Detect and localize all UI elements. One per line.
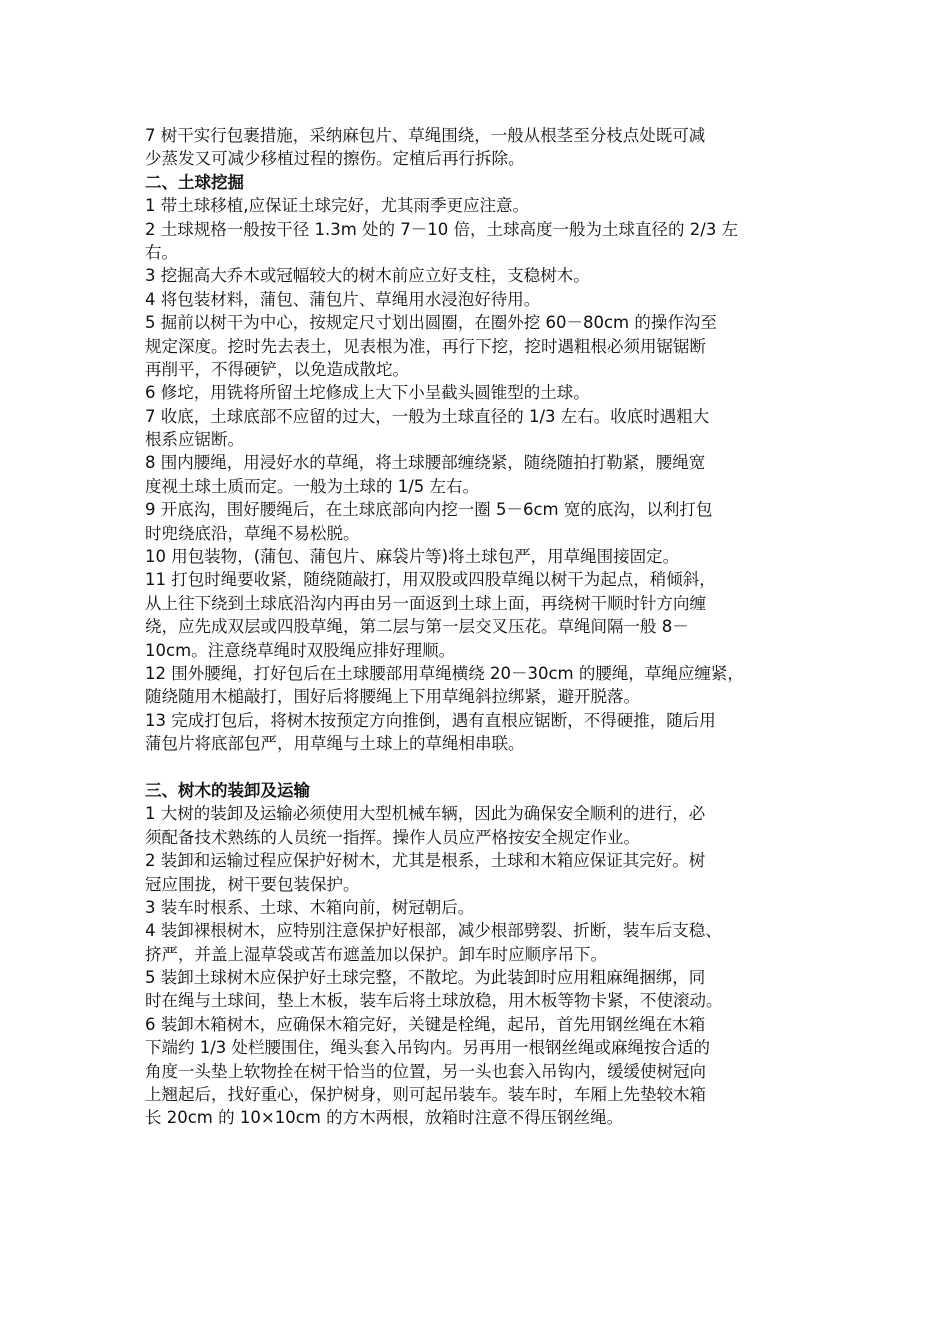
paragraph-line: 下端约 1/3 处栏腰围住，绳头套入吊钩内。另再用一根钢丝绳或麻绳按合适的	[145, 1038, 711, 1058]
paragraph-line: 时兜绕底沿，草绳不易松脱。	[145, 523, 360, 543]
paragraph-line: 度视土球土质而定。一般为土球的 1/5 左右。	[145, 476, 480, 496]
paragraph-line: 1 大树的装卸及运输必须使用大型机械车辆，因此为确保安全顺利的进行，必	[145, 804, 706, 824]
paragraph-line: 4 将包装材料，蒲包、蒲包片、草绳用水浸泡好待用。	[145, 289, 541, 309]
paragraph-line: 6 装卸木箱树木，应确保木箱完好，关键是栓绳，起吊，首先用钢丝绳在木箱	[145, 1014, 706, 1034]
section-heading-soil-ball-digging: 二、土球挖掘	[145, 172, 244, 192]
blank-line	[145, 756, 815, 779]
paragraph-line: 8 围内腰绳，用浸好水的草绳，将土球腰部缠绕紧，随绕随拍打勒紧，腰绳宽	[145, 453, 706, 473]
paragraph-line: 从上往下绕到土球底沿沟内再由另一面返到土球上面，再绕树干顺时针方向缠	[145, 593, 706, 613]
paragraph-line: 冠应围拢，树干要包装保护。	[145, 874, 360, 894]
paragraph-line: 10cm。注意绕草绳时双股绳应排好理顺。	[145, 640, 456, 660]
paragraph-line: 2 装卸和运输过程应保护好树木，尤其是根系，土球和木箱应保证其完好。树	[145, 851, 706, 871]
paragraph-line: 10 用包装物，(蒲包、蒲包片、麻袋片等)将土球包严，用草绳围接固定。	[145, 547, 680, 567]
paragraph-line: 时在绳与土球间，垫上木板，装车后将土球放稳，用木板等物卡紧，不使滚动。	[145, 991, 723, 1011]
paragraph-line: 长 20cm 的 10×10cm 的方木两根，放箱时注意不得压钢丝绳。	[145, 1108, 624, 1128]
paragraph-line: 根系应锯断。	[145, 430, 244, 450]
paragraph-line: 角度一头垫上软物拴在树干恰当的位置，另一头也套入吊钩内，缓缓使树冠向	[145, 1061, 706, 1081]
paragraph-line: 须配备技术熟练的人员统一指挥。操作人员应严格按安全规定作业。	[145, 827, 640, 847]
paragraph-line: 3 挖掘高大乔木或冠幅较大的树木前应立好支柱，支稳树木。	[145, 266, 590, 286]
paragraph-line: 挤严，并盖上湿草袋或苫布遮盖加以保护。卸车时应顺序吊下。	[145, 944, 607, 964]
paragraph-line: 4 装卸裸根树木，应特别注意保护好根部，减少根部劈裂、折断，装车后支稳、	[145, 921, 722, 941]
paragraph-line: 9 开底沟，围好腰绳后，在土球底部向内挖一圈 5－6cm 宽的底沟，以利打包	[145, 500, 713, 520]
paragraph-line: 7 收底，土球底部不应留的过大，一般为土球直径的 1/3 左右。收底时遇粗大	[145, 406, 710, 426]
paragraph-line: 3 装车时根系、土球、木箱向前，树冠朝后。	[145, 897, 475, 917]
paragraph-line: 随绕随用木槌敲打，围好后将腰绳上下用草绳斜拉绑紧，避开脱落。	[145, 687, 640, 707]
paragraph-line: 5 掘前以树干为中心，按规定尺寸划出圆圈，在圈外挖 60－80cm 的操作沟至	[145, 313, 717, 333]
section-heading-loading-and-transport: 三、树木的装卸及运输	[145, 780, 310, 800]
paragraph-line: 少蒸发又可减少移植过程的擦伤。定植后再行拆除。	[145, 149, 525, 169]
paragraph-line: 12 围外腰绳，打好包后在土球腰部用草绳横绕 20－30cm 的腰绳，草绳应缠紧，	[145, 663, 744, 683]
paragraph-line: 规定深度。挖时先去表土，见表根为准，再行下挖，挖时遇粗根必须用锯锯断	[145, 336, 706, 356]
paragraph-line: 右。	[145, 242, 178, 262]
paragraph-line: 1 带土球移植,应保证土球完好，尤其雨季更应注意。	[145, 196, 529, 216]
paragraph-line: 11 打包时绳要收紧，随绕随敲打，用双股或四股草绳以树干为起点，稍倾斜，	[145, 570, 716, 590]
paragraph-line: 蒲包片将底部包严，用草绳与土球上的草绳相串联。	[145, 734, 525, 754]
paragraph-line: 13 完成打包后，将树木按预定方向推倒，遇有直根应锯断，不得硬推，随后用	[145, 710, 716, 730]
paragraph-line: 2 土球规格一般按干径 1.3m 处的 7－10 倍，土球高度一般为土球直径的 2/3 左	[145, 219, 739, 239]
paragraph-line: 再削平，不得硬铲，以免造成散坨。	[145, 359, 409, 379]
paragraph-line: 绕，应先成双层或四股草绳，第二层与第一层交叉压花。草绳间隔一般 8－	[145, 617, 689, 637]
document-body	[145, 124, 815, 1130]
paragraph-line: 5 装卸土球树木应保护好土球完整，不散坨。为此装卸时应用粗麻绳捆绑，同	[145, 968, 706, 988]
paragraph-line: 6 修坨，用铣将所留土坨修成上大下小呈截头圆锥型的土球。	[145, 383, 590, 403]
paragraph-line: 上翘起后，找好重心，保护树身，则可起吊装车。装车时，车厢上先垫较木箱	[145, 1085, 706, 1105]
paragraph-line: 7 树干实行包裹措施，采纳麻包片、草绳围绕，一般从根茎至分枝点处既可减	[145, 126, 706, 145]
